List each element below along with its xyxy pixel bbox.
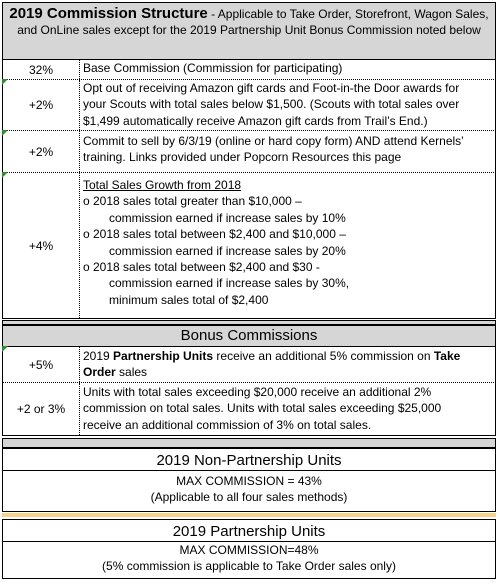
description-line: o 2018 sales total greater than $10,000 – bbox=[83, 194, 302, 209]
non-partnership-note: (Applicable to all four sales methods) bbox=[150, 490, 348, 504]
description-line: your Scouts with total sales below $1,500. (Scouts with total sales over bbox=[83, 97, 460, 112]
commission-percent: +4% bbox=[3, 173, 80, 318]
header-title: 2019 Commission Structure bbox=[9, 5, 208, 22]
section-separator bbox=[2, 513, 496, 517]
bonus-text: sales bbox=[115, 365, 148, 380]
bonus-header: Bonus Commissions bbox=[2, 325, 496, 347]
bonus-percent: +2 or 3% bbox=[3, 383, 80, 435]
description-line: Units with total sales exceeding $20,000 receive an additional 2% bbox=[83, 385, 432, 399]
description-line: minimum sales total of $2,400 bbox=[109, 292, 269, 307]
bonus-text: 2019 bbox=[83, 349, 114, 363]
header-block bbox=[2, 2, 496, 60]
bonus-row bbox=[2, 383, 496, 436]
description-line: Commit to sell by 6/3/19 (online or hard copy form) AND attend Kernels’ bbox=[83, 134, 464, 148]
non-partnership-title: 2019 Non-Partnership Units bbox=[3, 449, 495, 471]
commission-row bbox=[2, 131, 496, 173]
commission-description bbox=[83, 60, 491, 76]
description-line: commission earned if increase sales by 20% bbox=[109, 243, 346, 258]
commission-row bbox=[2, 80, 496, 131]
partnership-max: MAX COMMISSION=48% bbox=[179, 543, 319, 557]
partnership-title: 2019 Partnership Units bbox=[3, 520, 495, 542]
commission-sheet bbox=[2, 2, 498, 580]
commission-description bbox=[83, 80, 491, 129]
commission-description bbox=[83, 133, 491, 166]
bonus-percent: +5% bbox=[3, 347, 80, 382]
description-line: Opt out of receiving Amazon gift cards and Foot-in-the Door awards for bbox=[83, 81, 460, 95]
description-line: o 2018 sales total between $2,400 and $30 - bbox=[83, 260, 320, 275]
non-partnership-max: MAX COMMISSION = 43% bbox=[176, 474, 322, 488]
bonus-emphasis: Take Order bbox=[83, 349, 461, 380]
header-subtitle: - Applicable to Take Order, Storefront, Wagon Sales, and OnLine sales except for the 2019 Partnership Unit Bonus Commission noted below bbox=[17, 7, 489, 37]
bonus-text: receive an additional 5% commission on bbox=[213, 349, 434, 363]
non-partnership-card bbox=[2, 448, 496, 512]
commission-percent: +2% bbox=[3, 80, 80, 130]
commission-percent: 32% bbox=[3, 60, 80, 79]
bonus-row bbox=[2, 347, 496, 383]
bonus-description bbox=[83, 384, 491, 433]
commission-percent: +2% bbox=[3, 131, 80, 172]
description-line: Base Commission (Commission for participating) bbox=[83, 61, 343, 75]
description-line: commission earned if increase sales by 10% bbox=[109, 210, 346, 225]
partnership-note: (5% commission is applicable to Take Order sales only) bbox=[102, 559, 396, 573]
bonus-emphasis: Partnership Units bbox=[113, 349, 214, 363]
bonus-description bbox=[83, 348, 491, 381]
description-heading: Total Sales Growth from 2018 bbox=[83, 178, 242, 192]
description-line: commission earned if increase sales by 30%, bbox=[109, 276, 350, 291]
partnership-card bbox=[2, 519, 496, 579]
description-line: receive an additional commission of 3% on total sales. bbox=[83, 417, 372, 432]
commission-row bbox=[2, 60, 496, 80]
commission-row bbox=[2, 173, 496, 319]
description-line: o 2018 sales total between $2,400 and $10,000 – bbox=[83, 227, 346, 242]
description-line: training. Links provided under Popcorn Resources this page bbox=[83, 150, 402, 165]
description-line: $1,499 automatically receive Amazon gift cards from Trail’s End.) bbox=[83, 113, 428, 128]
divider-band bbox=[2, 438, 496, 448]
commission-description bbox=[83, 177, 491, 308]
description-line: commission on total sales. Units with total sales exceeding $25,000 bbox=[83, 401, 442, 416]
